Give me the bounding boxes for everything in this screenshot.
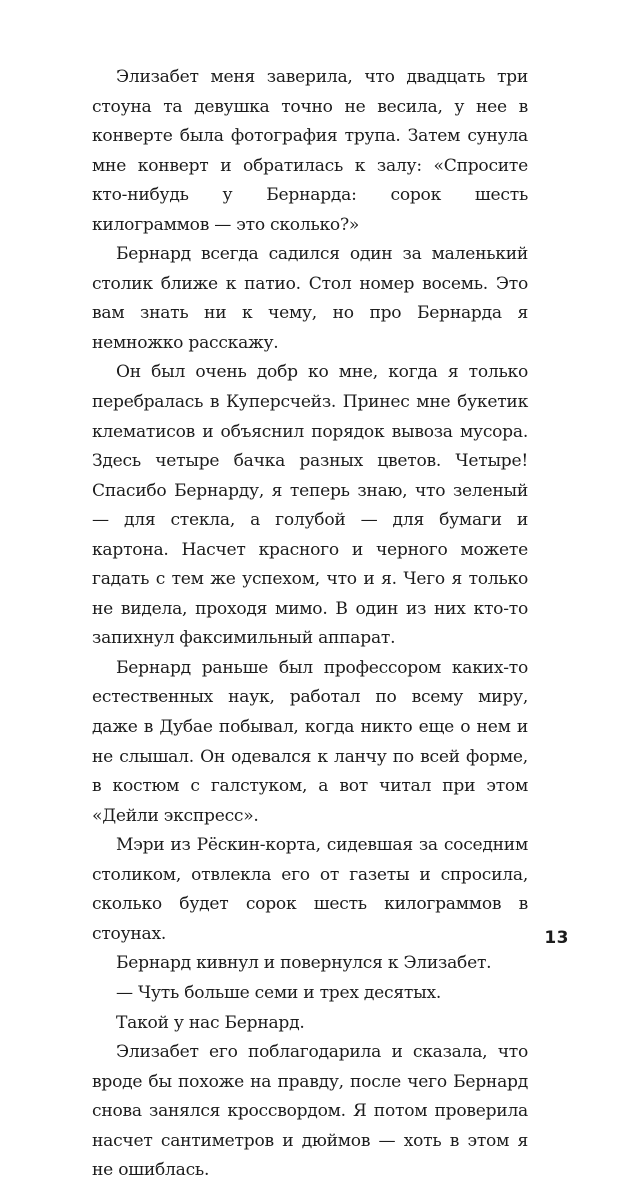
paragraph-4: Бернард раньше был профессором каких-то естественных наук, работал по всему миру, даже в Дубае побывал, когда никто еще о нем и не слышал. Он одевался к ланчу по всей форме, в костюм с галстуком, а вот читал при этом «Дейли экспресс». bbox=[92, 657, 528, 826]
paragraph-8: Такой у нас Бернард. bbox=[116, 1012, 305, 1033]
paragraph-5: Мэри из Рёскин-корта, сидевшая за соседним столиком, отвлекла его от газеты и спросила, сколько будет сорок шесть килограммов в стоунах. bbox=[92, 835, 528, 944]
page-number: 13 bbox=[544, 928, 569, 948]
paragraph-1: Элизабет меня заверила, что двадцать три стоуна та девушка точно не весила, у нее в конверте была фотография трупа. Затем сунула мне конверт и обратилась к залу: «Спросите кто-нибудь у Бернарда: сорок шесть килограммов — это сколько?» bbox=[92, 67, 528, 235]
paragraph-7: — Чуть больше семи и трех десятых. bbox=[116, 982, 442, 1003]
paragraph-6: Бернард кивнул и повернулся к Элизабет. bbox=[116, 953, 492, 974]
paragraph-3: Он был очень добр ко мне, когда я только перебралась в Куперсчейз. Принес мне букетик клематисов и объяснил порядок вывоза мусора. Здесь четыре бачка разных цветов. Четыре! Спасибо Бернарду, я теперь знаю, что зеленый — для стекла, а голубой — для бумаги и картона. Насчет красного и черного можете гадать с тем же успехом, что и я. Чего я только не видела, проходя мимо. В один из них кто-то запихнул факсимильный аппарат. bbox=[92, 362, 528, 649]
paragraph-2: Бернард всегда садился один за маленький столик ближе к патио. Стол номер восемь. Это вам знать ни к чему, но про Бернарда я немножко расскажу. bbox=[92, 244, 528, 353]
paragraph-9: Элизабет его поблагодарила и сказала, что вроде бы похоже на правду, после чего Бернард снова занялся кроссвордом. Я потом проверила насчет сантиметров и дюймов — хоть в этом я не ошиблась. bbox=[92, 1042, 528, 1181]
book-page-text bbox=[92, 63, 528, 1186]
